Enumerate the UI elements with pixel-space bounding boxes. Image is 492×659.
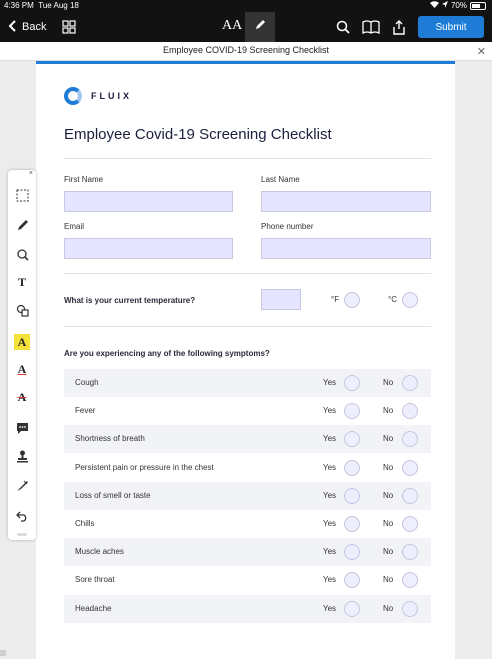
yes-label: Yes [323,490,337,500]
search-icon[interactable] [336,20,350,39]
highlight-icon[interactable]: A [14,334,30,350]
selection-icon[interactable] [14,187,30,203]
back-button[interactable] [8,17,46,37]
status-bar [0,0,492,12]
no-radio[interactable] [402,403,418,419]
grid-icon[interactable] [62,20,76,39]
back-label: Back [22,21,47,33]
yes-label: Yes [323,462,337,472]
no-radio[interactable] [402,544,418,560]
symptom-row [64,425,431,453]
no-label: No [383,378,394,387]
yes-radio[interactable] [344,572,360,588]
share-icon[interactable] [392,20,406,40]
location-icon [442,1,448,10]
celsius-label: °C [388,295,397,304]
fahrenheit-radio[interactable] [344,292,360,308]
pen-icon[interactable] [14,217,30,233]
yes-label: Yes [323,378,337,387]
no-radio[interactable] [402,460,418,476]
symptom-row [64,369,431,397]
document-title-bar [0,42,492,61]
annotation-palette [8,170,36,540]
celsius-radio[interactable] [402,292,418,308]
phone-label: Phone number [261,222,314,231]
shapes-icon[interactable] [14,302,30,318]
close-icon[interactable]: ✕ [476,46,486,58]
symptom-row [64,482,431,510]
symptom-label: Shortness of breath [75,434,145,444]
yes-label: Yes [323,575,337,585]
chevron-left-icon [8,20,16,35]
yes-label: Yes [323,519,337,528]
no-label: No [383,547,394,557]
first-name-label: First Name [64,175,104,184]
phone-field[interactable] [261,238,431,259]
yes-label: Yes [323,434,337,444]
wifi-icon [430,1,439,10]
divider [64,158,431,159]
no-radio[interactable] [402,516,418,532]
magnifier-icon[interactable] [14,246,30,262]
pen-tool-button[interactable] [245,12,275,42]
no-radio[interactable] [402,601,418,617]
comment-icon[interactable] [14,420,30,436]
submit-button[interactable]: Submit [418,16,484,38]
yes-radio[interactable] [344,544,360,560]
logo-text: FLUIX [91,91,132,101]
undo-icon[interactable] [14,507,30,523]
symptom-label: Chills [75,519,95,528]
logo [64,87,132,105]
yes-label: Yes [323,406,337,416]
email-field[interactable] [64,238,233,259]
symptoms-question: Are you experiencing any of the following symptoms? [64,349,270,358]
stamp-icon[interactable] [14,448,30,464]
document-title: Employee COVID-19 Screening Checklist [162,45,330,55]
no-label: No [383,519,394,528]
symptom-label: Headache [75,603,112,613]
last-name-label: Last Name [261,175,300,184]
divider [64,326,431,327]
yes-radio[interactable] [344,403,360,419]
yes-radio[interactable] [344,431,360,447]
symptom-label: Fever [75,406,96,416]
yes-radio[interactable] [344,601,360,617]
underline-icon[interactable]: A [17,361,27,376]
temperature-question: What is your current temperature? [64,296,196,305]
text-icon[interactable]: T [17,274,26,289]
divider [64,273,431,274]
symptom-label: Cough [75,378,99,387]
status-right [430,1,486,10]
yes-radio[interactable] [344,375,360,391]
no-radio[interactable] [402,375,418,391]
status-time: 4:36 PM Tue Aug 18 [4,1,79,10]
signature-icon[interactable] [14,477,30,493]
symptom-label: Sore throat [75,575,115,585]
yes-radio[interactable] [344,460,360,476]
symptom-row [64,538,431,566]
yes-label: Yes [323,603,337,613]
no-label: No [383,462,394,472]
symptom-row [64,510,431,538]
no-label: No [383,406,394,416]
symptom-label: Persistent pain or pressure in the chest [75,462,214,472]
no-label: No [383,603,394,613]
symptom-row [64,454,431,482]
yes-label: Yes [323,547,337,557]
first-name-field[interactable] [64,191,233,212]
fahrenheit-label: °F [331,295,340,304]
battery-percent: 70% [450,1,467,10]
text-size-icon[interactable]: AA [222,18,243,33]
no-radio[interactable] [402,572,418,588]
no-radio[interactable] [402,431,418,447]
fluix-logo-icon [64,87,82,105]
scroll-indicator [0,650,6,656]
no-label: No [383,575,394,585]
palette-drag-handle[interactable] [17,533,27,536]
last-name-field[interactable] [261,191,431,212]
strikethrough-icon[interactable]: A [17,389,27,404]
form-title: Employee Covid-19 Screening Checklist [64,126,332,143]
email-label: Email [64,222,85,231]
temperature-field[interactable] [261,289,301,310]
symptom-row [64,595,431,623]
symptom-row [64,397,431,425]
yes-radio[interactable] [344,488,360,504]
no-label: No [383,490,394,500]
no-label: No [383,434,394,444]
form-page [36,61,455,659]
no-radio[interactable] [402,488,418,504]
book-icon[interactable] [362,20,380,39]
yes-radio[interactable] [344,516,360,532]
symptom-label: Loss of smell or taste [75,490,151,500]
battery-icon [470,2,486,10]
pen-icon [254,18,266,36]
symptom-label: Muscle aches [75,547,124,557]
toolbar [0,12,492,42]
palette-close-icon[interactable]: × [28,170,33,177]
symptom-row [64,566,431,594]
